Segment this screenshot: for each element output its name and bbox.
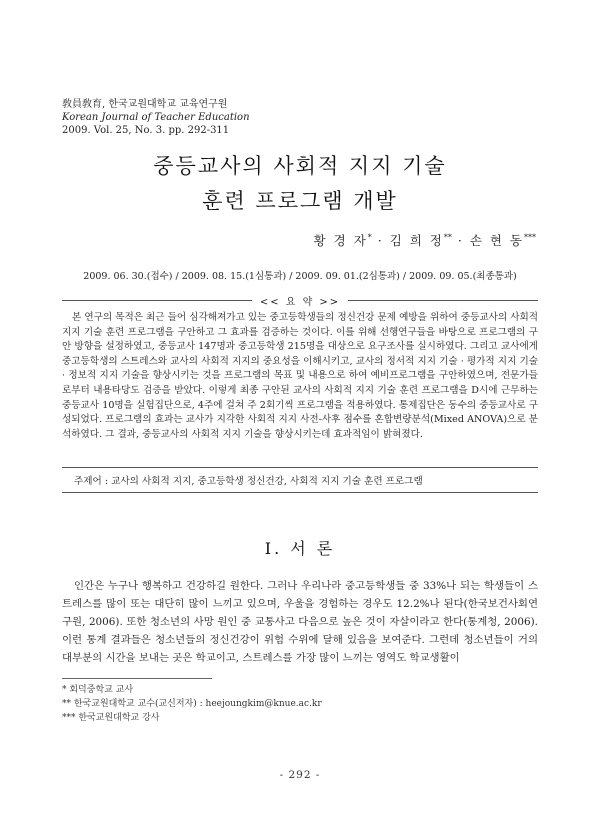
author-3: 손 현 동 (469, 233, 524, 248)
paper-title-line-2: 훈련 프로그램 개발 (202, 189, 398, 213)
journal-header (62, 98, 250, 137)
author-separator: · (451, 233, 470, 248)
section-heading: Ⅰ. 서 론 (264, 539, 336, 558)
footnotes (62, 683, 322, 725)
author-3-mark: *** (524, 232, 536, 242)
page-number: - 292 - (279, 769, 321, 781)
introduction-body (62, 577, 538, 667)
abstract-body (62, 311, 538, 442)
footnote-1: * 회덕중학교 교사 (62, 685, 134, 695)
journal-volume: 2009. Vol. 25, No. 3. pp. 292-311 (62, 125, 230, 136)
keywords-text: 주제어 : 교사의 사회적 지지, 중고등학생 정신건강, 사회적 지지 기술 훈련 프로그램 (74, 476, 423, 487)
author-1: 황 경 자 (313, 233, 368, 248)
abstract-heading-text: << 요 약 >> (252, 297, 348, 308)
paper-title-line-1: 중등교사의 사회적 지지 기술 (153, 154, 447, 178)
footnote-3: *** 한국교원대학교 강사 (62, 713, 160, 723)
abstract-text: 본 연구의 목적은 최근 들어 심각해져가고 있는 중고등학생들의 정신건강 문제 예방을 위하여 중등교사의 사회적 지지 기술 훈련 프로그램을 구안하고 그 효과를 검증하는 것이다. 이를 위해 선행연구들을 바탕으로 프로그램의 구안 방향을 설정하였고, 중등교사 147명과 중고등학생 215명을 대상으로 요구조사를 실시하였다. 그리고 교사에게 중고등학생의 스트레스와 교사의 사회적 지지의 중요성을 이해시키고, 교사의 정서적 지지 기술 · 평가적 지지 기술 · 정보적 지지 기술을 향상시키는 것을 프로그램의 목표 및 내용으로 하여 예비프로그램을 구안하였으며, 전문가들로부터 내용타당도 검증을 받았다. 이렇게 최종 구안된 교사의 사회적 지지 기술 훈련 프로그램을 D시에 근무하는 중등교사 10명을 실험집단으로, 4주에 걸쳐 주 2회기씩 프로그램을 적용하였다. 통제집단은 동수의 중등교사로 구성되었다. 프로그램의 효과는 교사가 지각한 사회적 지지 사전-사후 점수를 혼합변량분석(Mixed ANOVA)으로 분석하였다. 그 결과, 중등교사의 사회적 지지 기술을 향상시키는데 효과적임이 밝혀졌다. (62, 312, 538, 440)
author-1-mark: * (367, 232, 372, 242)
journal-name-en: Korean Journal of Teacher Education (62, 112, 250, 123)
footnote-rule (62, 678, 212, 679)
author-2: 김 희 정 (389, 233, 444, 248)
author-2-mark: ** (443, 232, 452, 242)
introduction-paragraph: 인간은 누구나 행복하고 건강하길 원한다. 그러나 우리나라 중고등학생들 중 33%나 되는 학생들이 스트레스를 많이 또는 대단히 많이 느끼고 있으며, 우울을 경험하는 경우도 12.2%나 된다(한국보건사회연구원, 2006). 또한 청소년의 사망 원인 중 교통사고 다음으로 높은 것이 자살이라고 한다(통계청, 2006). 이런 통계 결과들은 청소년들의 정신건강이 위험 수위에 달해 있음을 보여준다. 그런데 청소년들이 거의 대부분의 시간을 보내는 곳은 학교이고, 스트레스를 가장 많이 느끼는 영역도 학교생활이 (62, 580, 538, 664)
journal-name-ko: 敎員敎育, 한국교원대학교 교육연구원 (62, 99, 228, 110)
abstract-heading (0, 293, 600, 308)
footnote-2: ** 한국교원대학교 교수(교신저자) : heejoungkim@knue.ac.kr (62, 699, 322, 709)
keywords-box (62, 467, 538, 493)
author-separator: · (371, 233, 390, 248)
review-dates: 2009. 06. 30.(접수) / 2009. 08. 15.(1심통과) / 2009. 09. 01.(2심통과) / 2009. 09. 05.(최종통과) (83, 271, 517, 282)
author-list (314, 231, 536, 249)
